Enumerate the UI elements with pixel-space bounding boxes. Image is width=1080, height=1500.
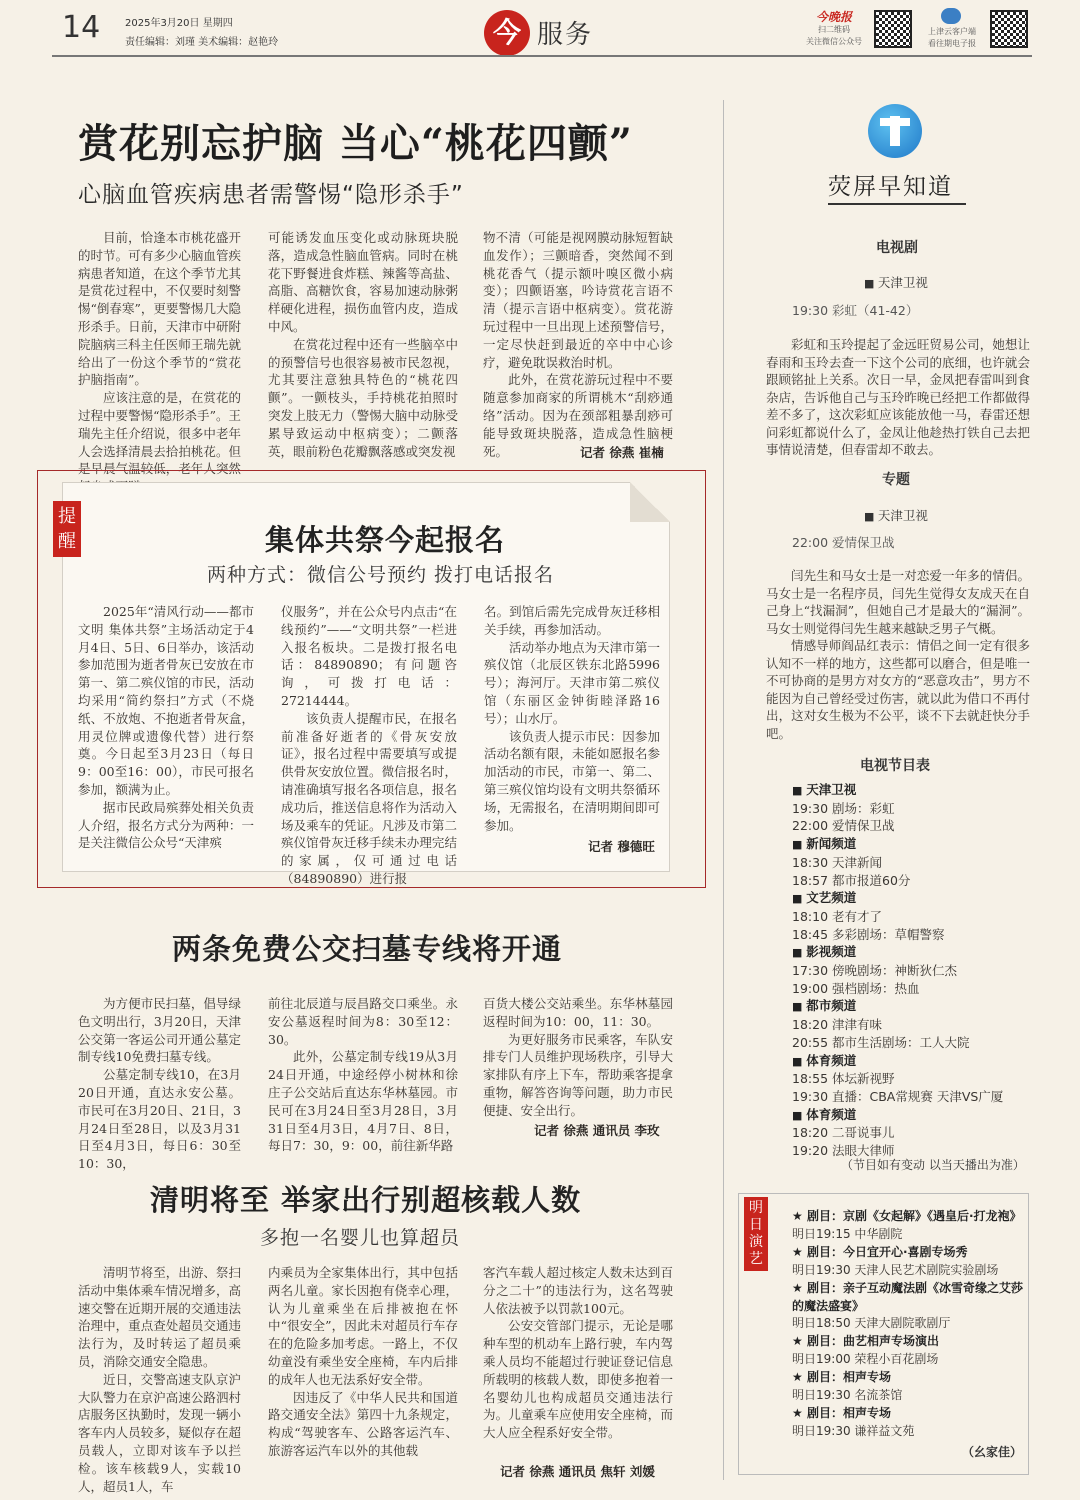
tv-drama-synopsis: 彩虹和玉玲提起了金远旺贸易公司，她想让春雨和玉玲去查一下这个公司的底细，也许就会跟顾铭扯上关系。次日一早，金凤把春雷叫到食杂店，告诉他自己与玉玲昨晚已经把工作都做得差不多了，这次彩虹应该能放他一马，春雷还想问彩虹都说什么了，金凤让他趁热打铁自己去把事情说清楚，但春雷却不敢去。 bbox=[766, 337, 1030, 457]
schedule-item: 18:20 二哥说事儿 bbox=[792, 1125, 895, 1141]
article2-headline: 两条免费公交扫墓专线将开通 bbox=[172, 932, 563, 966]
client-qr-caption: 上津云客户端 看往期电子报 bbox=[928, 27, 976, 48]
schedule-item: 19:00 强档剧场：热血 bbox=[792, 980, 920, 996]
notice-tag: 提醒 bbox=[53, 501, 81, 557]
show-title: ★ 剧目：相声专场 bbox=[792, 1369, 1024, 1387]
schedule-item: 18:10 老有才了 bbox=[792, 908, 882, 924]
article2-column-2: 前往北辰道与辰昌路交口乘坐。永安公墓返程时间为8：30至12：30。 此外，公墓定制专线19从3月24日开通，中途经停小树林和徐庄子公交站后直达东华林墓园。市民可在3月24日至3月28日，3月31日至4月3日，4月7日、8日，每日7：30，9：00，前往新华路 bbox=[268, 996, 458, 1154]
section-logo-icon: 今 bbox=[484, 10, 530, 56]
issue-date: 2025年3月20日 星期四 bbox=[125, 18, 233, 29]
tv-schedule-list bbox=[792, 781, 1032, 1160]
schedule-item: 18:20 津津有味 bbox=[792, 1017, 882, 1033]
schedule-item: 18:57 都市报道60分 bbox=[792, 872, 911, 888]
show-title: ★ 剧目：亲子互动魔法剧《冰雪奇缘之艾莎的魔法盛宴》 bbox=[792, 1280, 1024, 1316]
cloud-client-icon bbox=[941, 8, 961, 24]
column-divider bbox=[723, 100, 724, 1480]
sidebar-title: 荧屏早知道 bbox=[828, 174, 953, 200]
article1-column-3: 物不清（可能是视网膜动脉短暂缺血发作）；三颤暗香，突然闻不到桃花香气（提示额叶嗅区微小病变）；四颤语塞，吟诗赏花言语不清（提示言语中枢病变）。赏花游玩过程中一旦出现上述预警信号，一定尽快赶到最近的卒中中心诊疗，避免耽误救治时机。 此外，在赏花游玩过程中不要随意参加商家的所谓桃木“刮痧通络”活动。因为在颈部粗暴刮痧可能导致斑块脱落，造成急性脑梗死。 bbox=[483, 230, 673, 459]
article3-byline: 记者 徐燕 通讯员 焦轩 刘媛 bbox=[500, 1464, 655, 1479]
schedule-item: 22:00 爱情保卫战 bbox=[792, 818, 895, 834]
show-detail: 明日19:00 荣程小百花剧场 bbox=[792, 1352, 939, 1367]
article3-column-2: 内乘员为全家集体出行，其中包括两名儿童。家长因抱有侥幸心理，认为儿童乘坐在后排被抱在怀中“很安全”，因此未对超员行车存在的危险多加考虑。一路上，不仅幼童没有乘坐安全座椅，车内后排的成年人也无法系好安全带。 因违反了《中华人民共和国道路交通安全法》第四十九条规定，构成“驾驶客车、公路客运汽车、旅游客运汽车以外的其他载 bbox=[268, 1265, 458, 1458]
wechat-qr-code-icon[interactable] bbox=[874, 10, 912, 48]
header-rule bbox=[52, 55, 1032, 57]
editors-credit: 责任编辑：刘瑾 美术编辑：赵艳玲 bbox=[125, 37, 279, 48]
show-title: ★ 剧目：今日宜开心·喜剧专场秀 bbox=[792, 1244, 1024, 1262]
article3-column-1: 清明节将至，出游、祭扫活动中集体乘车情况增多，高速交警在近期开展的交通违法治理中，重点查处超员交通违法行为，及时转运了超员乘员，消除交通安全隐患。 近日，交警高速支队京沪大队警力在京沪高速公路泗村店服务区执勤时，发现一辆小客车内人员较多，疑似存在超员载人，立即对该车予以拦检。该车核载9人，实载10人，超员1人，车 bbox=[78, 1265, 241, 1494]
schedule-item: 19:30 直播：CBA常规赛 天津VS广厦 bbox=[792, 1088, 1004, 1104]
article1-byline: 记者 徐燕 崔楠 bbox=[580, 445, 664, 460]
show-detail: 明日19:30 天津人民艺术剧院实验剧场 bbox=[792, 1262, 999, 1277]
schedule-item: 18:55 体坛新视野 bbox=[792, 1071, 895, 1087]
schedule-channel: ■ 天津卫视 bbox=[792, 781, 1032, 800]
schedule-channel: ■ 体育频道 bbox=[792, 1106, 1032, 1125]
page-fold-corner bbox=[630, 482, 670, 522]
article3-headline: 清明将至 举家出行别超核载人数 bbox=[150, 1183, 582, 1217]
show-detail: 明日19:30 名流茶馆 bbox=[792, 1388, 903, 1403]
shows-tag: 明日演艺 bbox=[744, 1197, 768, 1271]
notice-subheadline: 两种方式：微信公号预约 拨打电话报名 bbox=[207, 564, 555, 586]
show-title: ★ 剧目：相声专场 bbox=[792, 1405, 1024, 1423]
schedule-channel: ■ 体育频道 bbox=[792, 1052, 1032, 1071]
client-qr-code-icon[interactable] bbox=[990, 10, 1028, 48]
notice-column-3: 名。到馆后需先完成骨灰迁移相关手续，再参加活动。 活动举办地点为天津市第一殡仪馆（北辰区铁东北路5996号）；海河厅。天津市第二殡仪馆（东丽区金钟街睦泽路16号）；山水厅。 该负责人提示市民：因参加活动名额有限，未能如愿报名参加活动的市民，市第一、第二、第三殡仪馆均设有文明共祭循环场，无需报名，在清明期间即可参加。 bbox=[484, 604, 660, 833]
show-detail: 明日19:30 谦祥益文苑 bbox=[792, 1423, 915, 1438]
schedule-item: 19:30 剧场：彩虹 bbox=[792, 800, 895, 816]
article2-column-1: 为方便市民扫墓，倡导绿色文明出行，3月20日，天津公交第一客运公司开通公墓定制专线10免费扫墓专线。 公墓定制专线10，在3月20日开通，直达永安公墓。市民可在3月20日、21日，3月24日至28日，以及3月31日至4月3日，每日6：30至10：30， bbox=[78, 996, 241, 1172]
article1-headline: 赏花别忘护脑 当心“桃花四颤” bbox=[78, 120, 633, 167]
schedule-channel: ■ 文艺频道 bbox=[792, 889, 1032, 908]
tv-drama-time: 19:30 彩虹（41-42） bbox=[792, 303, 919, 318]
sidebar-title-rule bbox=[828, 203, 966, 205]
shows-list bbox=[792, 1208, 1024, 1441]
schedule-item: 18:45 多彩剧场：草帽警察 bbox=[792, 926, 945, 942]
tianjin-tv-logo-icon bbox=[868, 104, 922, 158]
article3-subheadline: 多抱一名婴儿也算超员 bbox=[260, 1227, 461, 1249]
tv-drama-channel: ■ 天津卫视 bbox=[864, 273, 928, 291]
article1-column-2: 可能诱发血压变化或动脉斑块脱落，造成急性脑血管病。同时在桃花下野餐进食炸糕、辣酱等高盐、高脂、高糖饮食，容易加速动脉粥样硬化进程，损伤血管内皮，造成中风。 在赏花过程中还有一些脑卒中的预警信号也很容易被市民忽视，尤其要注意独具特色的“桃花四颤”。一颤枝头，手持桃花拍照时突发上肢无力（警惕大脑中动脉受累导致运动中枢病变）；二颤落英，眼前粉色花瓣飘落感或突发视 bbox=[268, 230, 458, 459]
article3-column-3: 客汽车载人超过核定人数未达到百分之二十”的违法行为，这名驾驶人依法被予以罚款100元。 公安交管部门提示，无论是哪种车型的机动车上路行驶，车内驾乘人员均不能超过行驶证登记信息所载明的核载人数，即使多抱着一名婴幼儿也构成超员交通违法行为。儿童乘车应使用安全座椅，而大人应全程系好安全带。 bbox=[483, 1265, 673, 1441]
schedule-channel: ■ 新闻频道 bbox=[792, 835, 1032, 854]
schedule-item: 19:20 法眼大律师 bbox=[792, 1143, 895, 1159]
shows-byline: （幺家佳） bbox=[962, 1445, 1023, 1459]
feature-channel: ■ 天津卫视 bbox=[864, 506, 928, 524]
article1-subheadline: 心脑血管疾病患者需警惕“隐形杀手” bbox=[78, 182, 464, 208]
schedule-item: 18:30 天津新闻 bbox=[792, 854, 882, 870]
notice-column-2: 仪服务”，并在公众号内点击“在线预约”——“文明共祭”一栏进入报名板块。二是拨打报名电话：84890890；有问题咨询，可拨打电话：27214444。 该负责人提醒市民，在报名前准备好逝者的《骨灰安放证》，报名过程中需要填写或提供骨灰安放位置。微信报名时，请准确填写报名各项信息，报名成功后，推送信息将作为活动入场及乘车的凭证。凡涉及市第二殡仪馆骨灰迁移手续未办理完结的家属，仅可通过电话（84890890）进行报 bbox=[281, 604, 457, 886]
schedule-heading: 电视节目表 bbox=[860, 758, 930, 774]
notice-column-1: 2025年“清风行动——都市文明 集体共祭”主场活动定于4月4日、5日、6日举办，该活动参加范围为逝者骨灰已安放在市第一、第二殡仪馆的市民，活动均采用“简约祭扫”方式（不烧纸、不放炮、不抱逝者骨灰盒，用灵位牌或遗像代替）进行祭奠。今日起至3月23日（每日9：00至16：00），市民可报名参加，额满为止。 据市民政局殡葬处相关负责人介绍，报名方式分为两种：一是关注微信公众号“天津殡 bbox=[78, 604, 254, 851]
schedule-note: （节目如有变动 以当天播出为准） bbox=[841, 1158, 1025, 1172]
schedule-item: 20:55 都市生活剧场：工人大院 bbox=[792, 1034, 970, 1050]
page-number: 14 bbox=[62, 10, 101, 45]
feature-time: 22:00 爱情保卫战 bbox=[792, 535, 895, 550]
schedule-channel: ■ 都市频道 bbox=[792, 997, 1032, 1016]
show-title: ★ 剧目：京剧《女起解》《遇皇后·打龙袍》 bbox=[792, 1208, 1024, 1226]
notice-headline: 集体共祭今起报名 bbox=[265, 523, 506, 557]
section-title: 服务 bbox=[537, 20, 594, 50]
schedule-item: 17:30 傍晚剧场：神断狄仁杰 bbox=[792, 963, 957, 979]
feature-heading: 专题 bbox=[882, 472, 910, 488]
show-detail: 明日19:15 中华剧院 bbox=[792, 1226, 903, 1241]
article1-column-1: 目前，恰逢本市桃花盛开的时节。可有多少心脑血管疾病患者知道，在这个季节尤其是赏花过程中，不仅要时刻警惕“倒春寒”，更要警惕几大隐形杀手。日前，天津市中研附院脑病三科主任医师王瑞先就给出了一份这个季节的“赏花护脑指南”。 应该注意的是，在赏花的过程中要警惕“隐形杀手”。王瑞先主任介绍说，很多中老年人会选择清晨去拾拍桃花。但是早晨气温较低，老年人突然 bbox=[78, 230, 241, 477]
article2-byline: 记者 徐燕 通讯员 李玫 bbox=[534, 1123, 660, 1138]
notice-byline: 记者 穆德旺 bbox=[588, 839, 655, 854]
schedule-channel: ■ 影视频道 bbox=[792, 943, 1032, 962]
brand-qr-caption: 扫二维码 关注微信公众号 bbox=[806, 25, 862, 46]
show-detail: 明日18:50 天津大剧院歌剧厅 bbox=[792, 1316, 951, 1331]
article2-column-3: 百货大楼公交站乘坐。东华林墓园返程时间为10：00，11：30。 为更好服务市民乘客，车队安排专门人员维护现场秩序，引导大家排队有序上下车，帮助乘客提拿重物，解答咨询等问题，助力市民便捷、安全出行。 bbox=[483, 996, 673, 1118]
show-title: ★ 剧目：曲艺相声专场演出 bbox=[792, 1333, 1024, 1351]
brand-name: 今晚报 bbox=[815, 10, 852, 24]
feature-synopsis: 闫先生和马女士是一对恋爱一年多的情侣。马女士是一名程序员，闫先生觉得女友成天在自己身上“找漏洞”，但她自己才是最大的“漏洞”。马女士则觉得闫先生越来越缺乏男子气概。 情感导师阎品红表示：情侣之间一定有很多认知不一样的地方，这些都可以磨合，但是唯一不可协商的是男方对女方的“恶意攻击”，男方不能因为自己曾经受过伤害，就以此为借口不再付出，这对女生极为不公平，谈不下去就赶快分手吧。 bbox=[766, 568, 1030, 741]
tv-drama-heading: 电视剧 bbox=[876, 240, 918, 256]
